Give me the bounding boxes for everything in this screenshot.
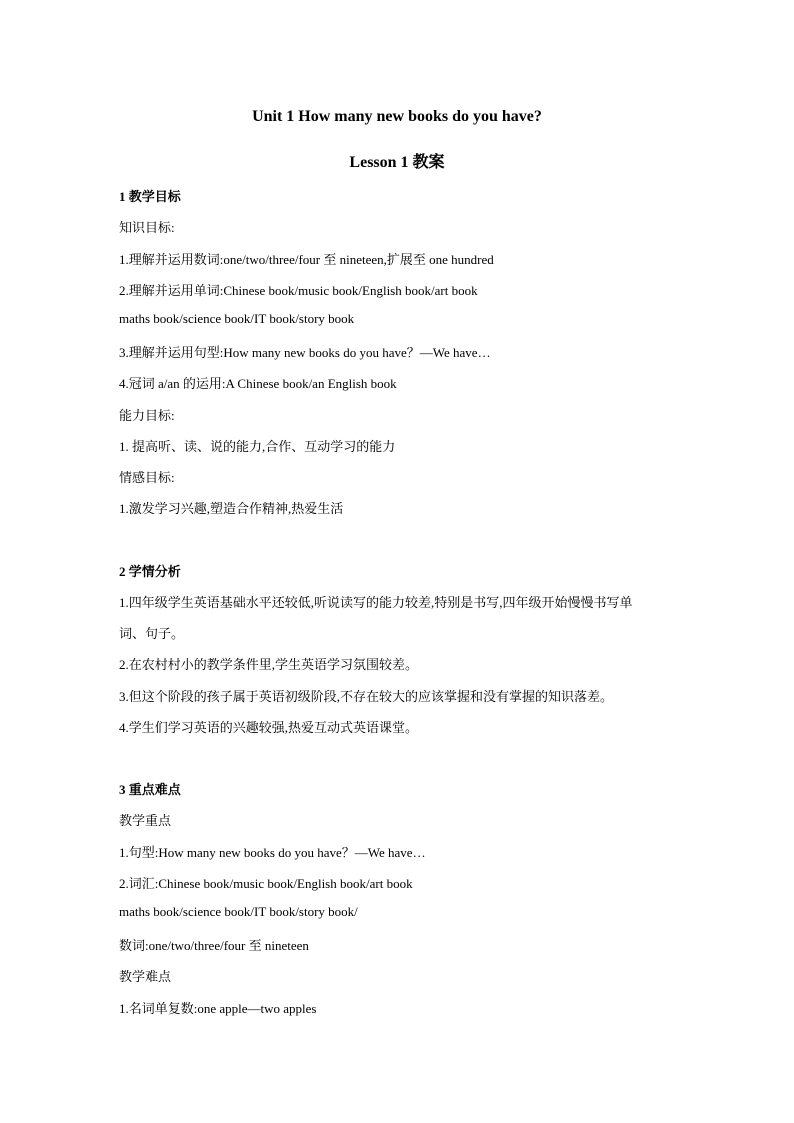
key-item: 1.句型:How many new books do you have？—We have… xyxy=(119,845,426,860)
section-heading-objectives: 1 教学目标 xyxy=(119,189,181,204)
difficult-item: 1.名词单复数:one apple—two apples xyxy=(119,1001,317,1016)
analysis-item: 4.学生们学习英语的兴趣较强,热爱互动式英语课堂。 xyxy=(119,720,419,735)
knowledge-item: 1.理解并运用数词:one/two/three/four 至 nineteen,扩展至 one hundred xyxy=(119,252,494,267)
section-heading-analysis: 2 学情分析 xyxy=(119,564,181,579)
document-title: Unit 1 How many new books do you have? xyxy=(252,108,542,125)
emotion-item: 1.激发学习兴趣,塑造合作精神,热爱生活 xyxy=(119,501,344,516)
difficult-label: 教学难点 xyxy=(119,969,172,984)
ability-label: 能力目标: xyxy=(119,408,175,423)
knowledge-label: 知识目标: xyxy=(119,220,175,235)
key-item: maths book/science book/IT book/story book/ xyxy=(119,904,358,919)
emotion-label: 情感目标: xyxy=(119,470,175,485)
key-item: 2.词汇:Chinese book/music book/English book/art book xyxy=(119,876,413,891)
section-heading-key-points: 3 重点难点 xyxy=(119,782,181,797)
analysis-item: 3.但这个阶段的孩子属于英语初级阶段,不存在较大的应该掌握和没有掌握的知识落差。 xyxy=(119,689,614,704)
analysis-item: 词、句子。 xyxy=(119,626,185,641)
knowledge-item: 2.理解并运用单词:Chinese book/music book/English book/art book xyxy=(119,283,478,298)
document-subtitle: Lesson 1 教案 xyxy=(349,154,445,171)
analysis-item: 1.四年级学生英语基础水平还较低,听说读写的能力较差,特别是书写,四年级开始慢慢书写单 xyxy=(119,595,633,610)
key-label: 教学重点 xyxy=(119,813,172,828)
key-item: 数词:one/two/three/four 至 nineteen xyxy=(119,938,309,953)
analysis-item: 2.在农村村小的教学条件里,学生英语学习氛围较差。 xyxy=(119,657,419,672)
knowledge-item: 3.理解并运用句型:How many new books do you have？—We have… xyxy=(119,345,491,360)
knowledge-item: maths book/science book/IT book/story book xyxy=(119,311,355,326)
ability-item: 1. 提高听、读、说的能力,合作、互动学习的能力 xyxy=(119,439,396,454)
knowledge-item: 4.冠词 a/an 的运用:A Chinese book/an English book xyxy=(119,376,397,391)
